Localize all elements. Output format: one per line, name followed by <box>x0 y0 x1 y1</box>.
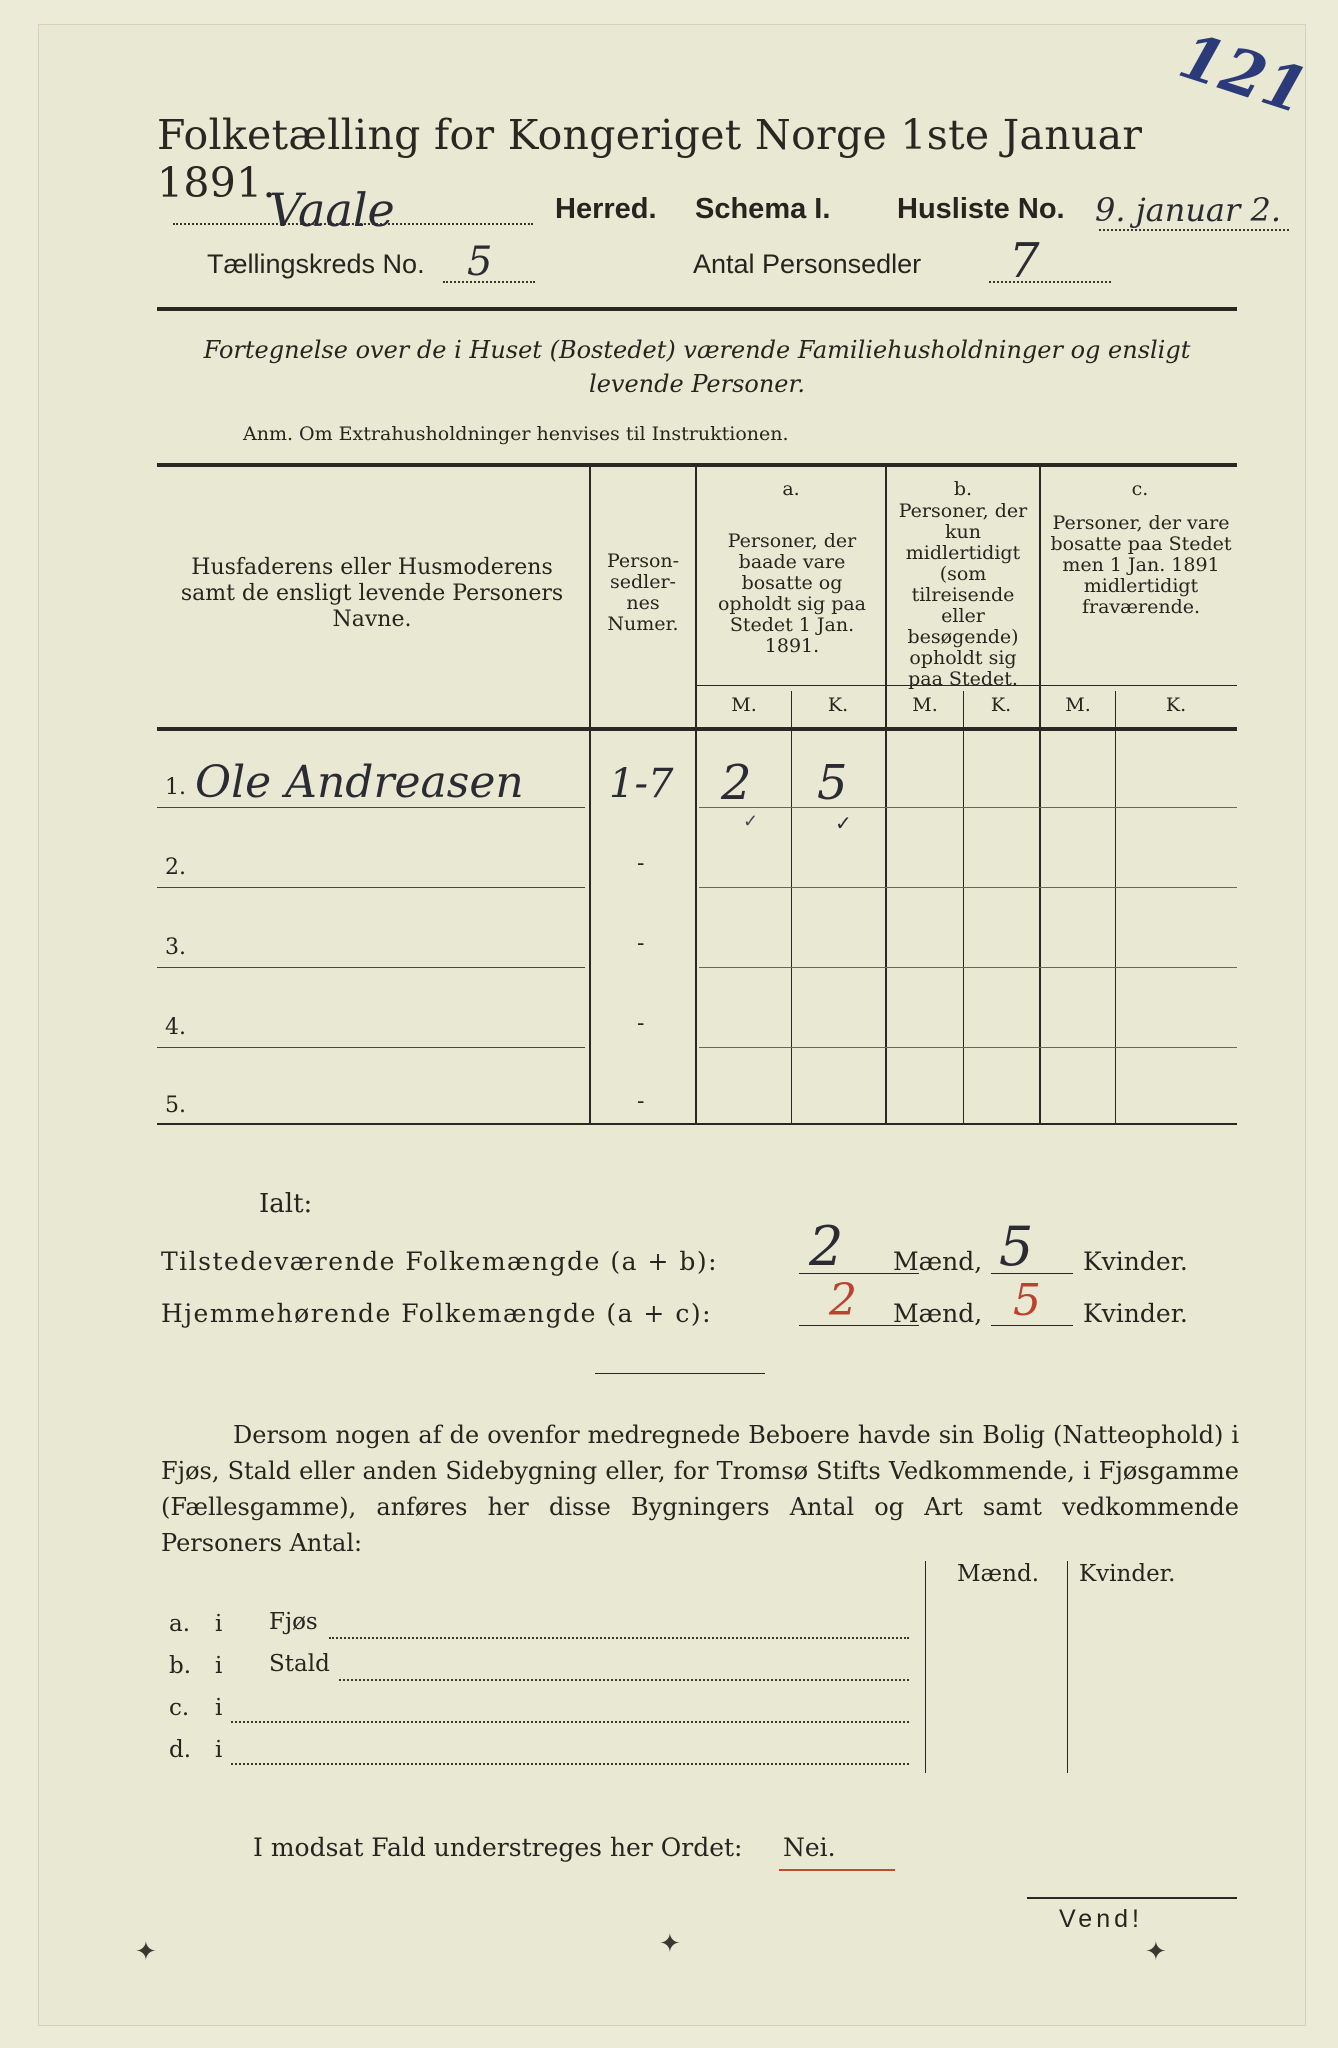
table-row <box>159 1005 1239 1065</box>
hjemme-kvinder: Kvinder. <box>1083 1299 1188 1328</box>
table-row <box>159 925 1239 985</box>
col-b-header: Personer, der kun midlertidigt (som tilreisende eller besøgende) opholdt sig paa Stedet. <box>898 500 1028 690</box>
row-num: - <box>637 1011 645 1036</box>
ialt-label: Ialt: <box>259 1189 313 1219</box>
building-row <box>169 1737 929 1777</box>
col-a-k: K. <box>827 694 849 716</box>
binding-mark-icon: ✦ <box>135 1937 157 1967</box>
schema-label: Schema I. <box>695 193 831 225</box>
husliste-label: Husliste No. <box>897 193 1065 225</box>
row-num: - <box>637 851 645 876</box>
building-letter: d. <box>169 1737 192 1763</box>
antal-label: Antal Personsedler <box>693 249 922 279</box>
hjemme-label: Hjemmehørende Folkemængde (a + c): <box>161 1299 712 1328</box>
tilsted-maend: Mænd, <box>893 1247 983 1276</box>
tilsted-label: Tilstedeværende Folkemængde (a + b): <box>161 1247 719 1276</box>
row-a-k: 5 <box>817 755 848 811</box>
building-letter: c. <box>169 1695 190 1721</box>
col-a-m: M. <box>731 694 757 716</box>
table-row <box>159 755 1239 835</box>
table-row <box>159 845 1239 905</box>
col-c-k: K. <box>1165 694 1187 716</box>
col-c-header: Personer, der vare bosatte paa Stedet men 1 Jan. 1891 midlertidigt fraværende. <box>1050 512 1232 618</box>
col-name-header: Husfaderens eller Husmoderens samt de ensligt levende Personers Navne. <box>180 555 564 632</box>
col-c-m: M. <box>1065 694 1091 716</box>
col-a-header: Personer, der baade vare bosatte og opholdt sig paa Stedet 1 Jan. 1891. <box>717 530 867 657</box>
col-b-k: K. <box>990 694 1012 716</box>
col-maend-header: Mænd. <box>957 1561 1040 1587</box>
row-number: 4. <box>165 1015 186 1040</box>
binding-mark-icon: ✦ <box>659 1929 681 1959</box>
row-num: - <box>637 1089 645 1114</box>
col-num-header: Person-sedler-nes Numer. <box>606 550 680 635</box>
herred-label: Herred. <box>555 193 657 225</box>
building-prefix: i <box>215 1653 223 1679</box>
col-b-m: M. <box>912 694 938 716</box>
col-kvinder-header: Kvinder. <box>1079 1561 1176 1587</box>
modsat-text: I modsat Fald understreges her Ordet: <box>253 1833 743 1862</box>
tilsted-kvinder: Kvinder. <box>1083 1247 1188 1276</box>
building-row <box>169 1653 929 1693</box>
building-letter: b. <box>169 1653 192 1679</box>
row-num: - <box>637 931 645 956</box>
hjemme-k: 5 <box>1013 1275 1041 1326</box>
nei-word: Nei. <box>783 1833 836 1862</box>
form-title: Folketælling for Kongeriget Norge 1ste Januar 1891. <box>157 111 1143 207</box>
building-label: Fjøs <box>269 1609 318 1635</box>
corner-number: 121 <box>1170 18 1317 129</box>
building-prefix: i <box>215 1695 223 1721</box>
tilsted-m: 2 <box>809 1215 844 1278</box>
row-number: 1. <box>165 775 186 800</box>
col-b-letter: b. <box>953 478 973 500</box>
row-num: 1-7 <box>609 761 674 807</box>
note: Anm. Om Extrahusholdninger henvises til Instruktionen. <box>243 423 789 445</box>
vend-label: Vend! <box>1059 1905 1143 1933</box>
tilsted-k: 5 <box>999 1215 1034 1278</box>
check-mark-k: ✓ <box>835 811 852 835</box>
check-mark-m: ✓ <box>743 811 759 832</box>
col-c-letter: c. <box>1131 478 1149 500</box>
husliste-value: 9. januar 2. <box>1095 191 1281 229</box>
binding-mark-icon: ✦ <box>1145 1937 1167 1967</box>
row-number: 2. <box>165 855 186 880</box>
divider <box>595 1373 765 1374</box>
building-prefix: i <box>215 1737 223 1763</box>
sidebygning-paragraph: Dersom nogen af de ovenfor medregnede Beboere havde sin Bolig (Natteophold) i Fjøs, Stald eller anden Sidebygning eller, for Tromsø Stifts Vedkommende, i Fjøsgamme (Fællesgamme), anføres her disse Bygningers Antal og Art samt vedkommende Personers Antal: <box>161 1421 1239 1557</box>
herred-name: Vaale <box>269 183 395 237</box>
row-a-m: 2 <box>721 755 752 811</box>
antal-value: 7 <box>1009 233 1040 289</box>
building-letter: a. <box>169 1611 191 1637</box>
row-number: 5. <box>165 1093 186 1118</box>
hjemme-maend: Mænd, <box>893 1299 983 1328</box>
kreds-value: 5 <box>467 239 493 285</box>
building-row <box>169 1611 929 1651</box>
building-label: Stald <box>269 1651 330 1677</box>
row-number: 3. <box>165 935 186 960</box>
building-row <box>169 1695 929 1735</box>
building-prefix: i <box>215 1611 223 1637</box>
hjemme-m: 2 <box>829 1275 857 1326</box>
col-a-letter: a. <box>782 478 800 500</box>
row-name: Ole Andreasen <box>195 757 524 808</box>
kreds-label: Tællingskreds No. <box>207 249 425 279</box>
table-row <box>159 1085 1239 1125</box>
subtitle: Fortegnelse over de i Huset (Bostedet) værende Familiehusholdninger og ensligt levende Personer. <box>203 336 1191 398</box>
census-form-page <box>38 18 1317 2026</box>
